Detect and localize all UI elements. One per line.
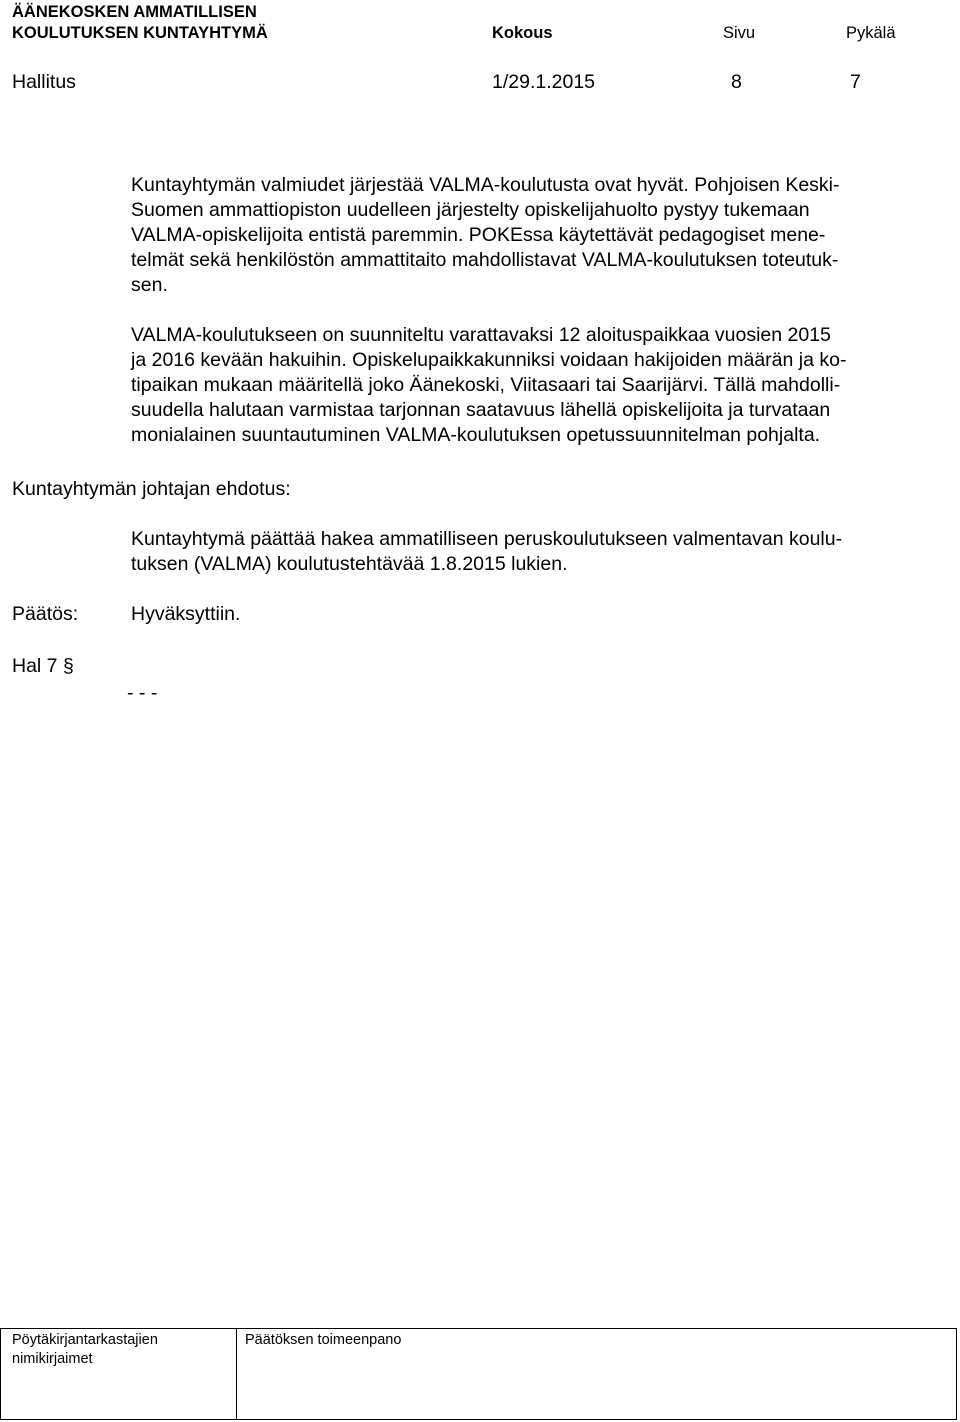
page-column-label: Sivu [723,24,756,42]
section-reference: Hal 7 § [12,655,74,677]
paragraph1-line: sen. [131,274,168,296]
proposal-line: Kuntayhtymä päättää hakea ammatilliseen peruskoulutukseen valmentavan koulu- [131,528,843,550]
paragraph1-line: Kuntayhtymän valmiudet järjestää VALMA-koulutusta ovat hyvät. Pohjoisen Keski- [131,174,840,196]
paragraph2-line: VALMA-koulutukseen on suunniteltu varattavaksi 12 aloituspaikkaa vuosien 2015 [131,324,831,346]
decision-text: Hyväksyttiin. [131,603,241,625]
page-number: 8 [731,71,742,93]
paragraph1-line: Suomen ammattiopiston uudelleen järjestelty opiskelijahuolto pystyy tukemaan [131,199,810,221]
paragraph1-line: telmät sekä henkilöstön ammattitaito mahdollistavat VALMA-koulutuksen toteutuk- [131,249,839,271]
meeting-column-label: Kokous [492,24,553,42]
implementation-label: Päätöksen toimeenpano [245,1332,402,1348]
paragraph2-line: tipaikan mukaan määritellä joko Äänekoski, Viitasaari tai Saarijärvi. Tällä mahdolli- [131,374,841,396]
signatures-label-line2: nimikirjaimet [12,1351,93,1367]
footer-divider [236,1328,237,1420]
decision-label: Päätös: [12,603,79,625]
section-column-label: Pykälä [846,24,896,42]
paragraph2-line: ja 2016 kevään hakuihin. Opiskelupaikkakunniksi voidaan hakijoiden määrän ja ko- [131,349,847,371]
end-marker: - - - [127,682,158,704]
section-number: 7 [850,71,861,93]
signatures-label-line1: Pöytäkirjantarkastajien [12,1332,158,1348]
body-name: Hallitus [12,71,76,93]
proposal-line: tuksen (VALMA) koulutustehtävää 1.8.2015 lukien. [131,553,568,575]
meeting-date: 1/29.1.2015 [492,71,596,93]
paragraph1-line: VALMA-opiskelijoita entistä paremmin. POKEssa käytettävät pedagogiset mene- [131,224,826,246]
proposal-label: Kuntayhtymän johtajan ehdotus: [12,478,291,500]
paragraph2-line: monialainen suuntautuminen VALMA-koulutuksen opetussuunnitelman pohjalta. [131,424,821,446]
organization-name-line2: KOULUTUKSEN KUNTAYHTYMÄ [12,24,268,42]
paragraph2-line: suudella halutaan varmistaa tarjonnan saatavuus lähellä opiskelijoita ja turvataan [131,399,831,421]
organization-name-line1: ÄÄNEKOSKEN AMMATILLISEN [12,3,257,21]
